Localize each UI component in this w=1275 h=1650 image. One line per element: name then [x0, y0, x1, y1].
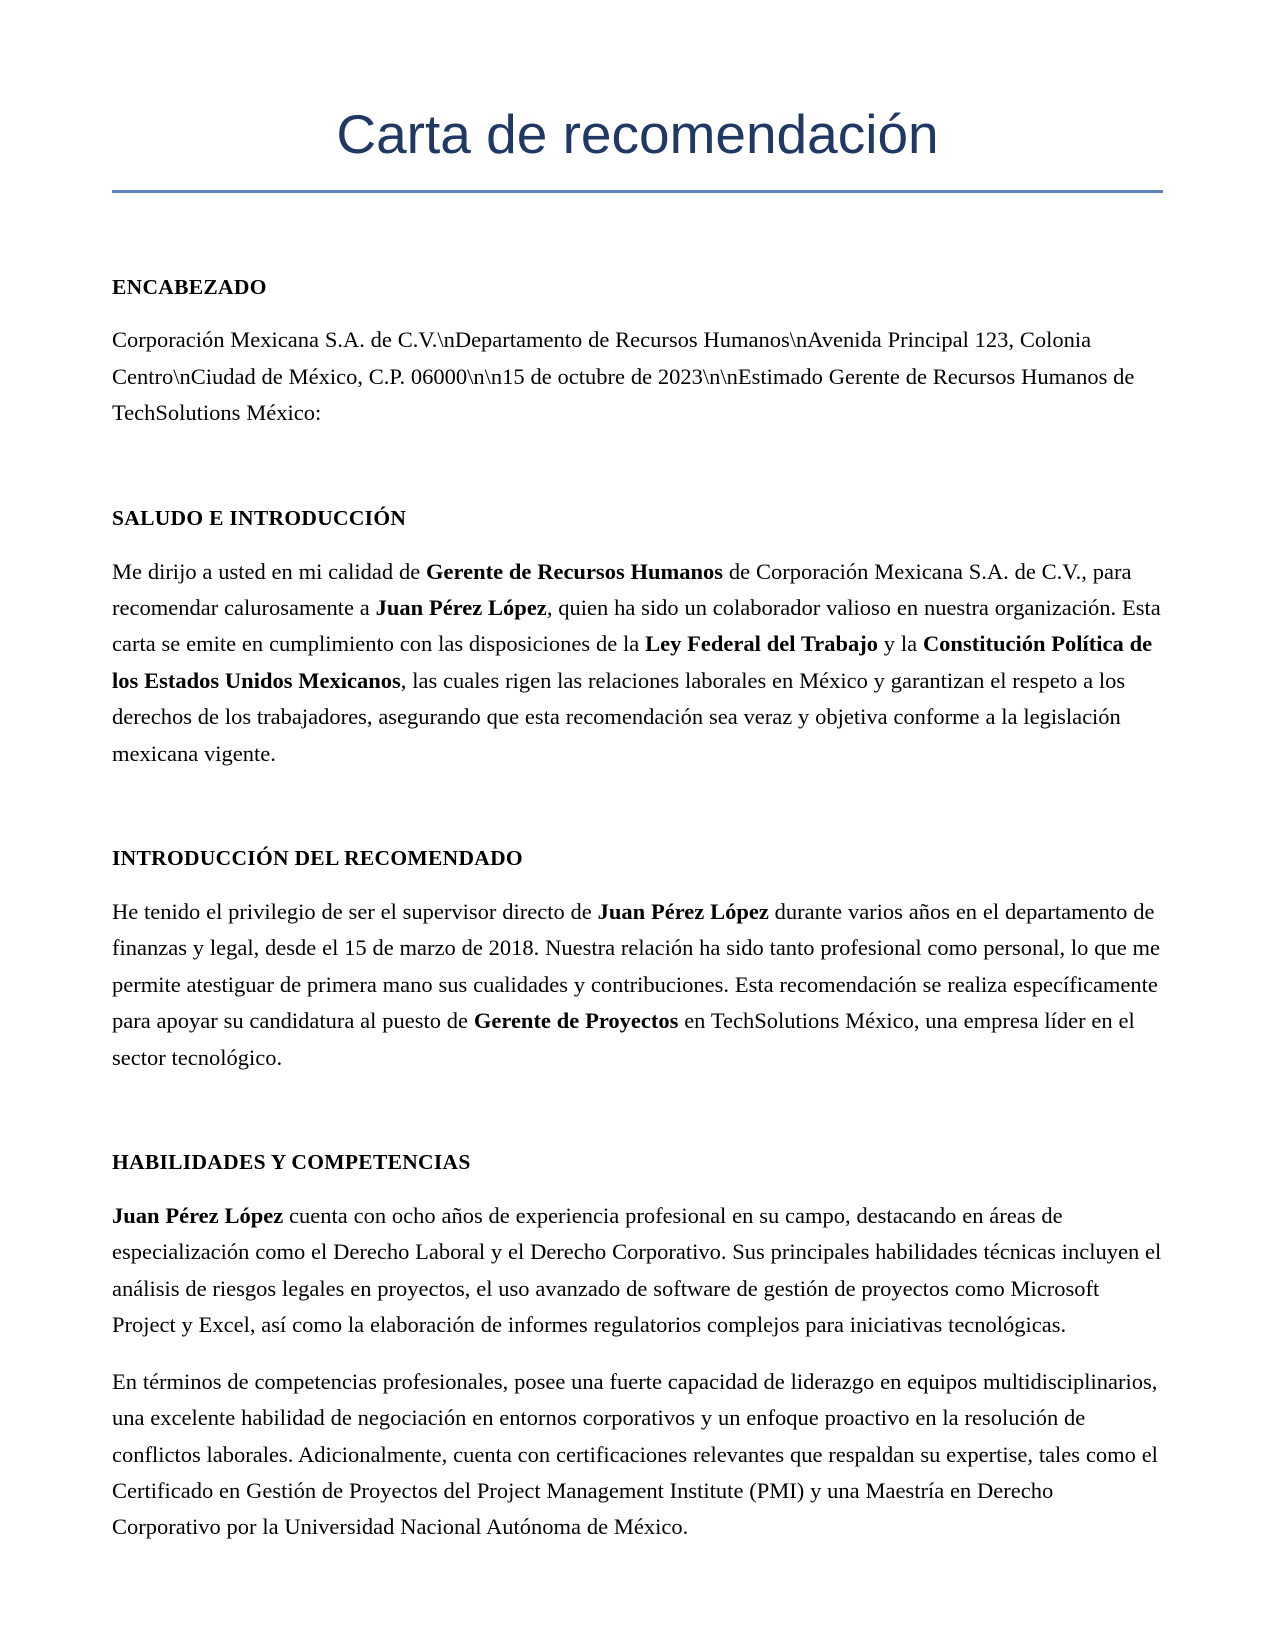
- document-body: [112, 275, 1163, 1546]
- section-saludo-e-introduccion: [112, 506, 1163, 772]
- section-encabezado: [112, 275, 1163, 432]
- section-heading-encabezado: ENCABEZADO: [112, 274, 267, 299]
- text-run: de Corporación Mexicana S.A. de C.V., para recomendar calurosamente a: [112, 558, 1132, 620]
- text-run-bold: Ley Federal del Trabajo: [645, 631, 878, 657]
- text-run-bold: Gerente de Proyectos: [473, 1008, 679, 1034]
- section-heading-saludo-e-introduccion: SALUDO E INTRODUCCIÓN: [112, 505, 407, 530]
- text-run: Corporación Mexicana S.A. de C.V.\nDepartamento de Recursos Humanos\nAvenida Principal 123, Colonia Centro\nCiudad de México, C.P. 06000\n\n15 de octubre de 2023\n\nEstimado Gerente de Recursos Humanos de TechSolutions México:: [112, 327, 1135, 426]
- text-run-bold: Juan Pérez López: [597, 898, 769, 924]
- paragraph: [112, 322, 1163, 431]
- text-run-bold: Constitución Política de los Estados Unidos Mexicanos: [112, 631, 1153, 693]
- section-heading-introduccion-del-recomendado: INTRODUCCIÓN DEL RECOMENDADO: [112, 846, 523, 871]
- text-run-bold: Juan Pérez López: [112, 1202, 284, 1228]
- title-divider: [112, 190, 1163, 193]
- page-title: Carta de recomendación: [336, 103, 939, 165]
- text-run: , las cuales rigen las relaciones laborales en México y garantizan el respeto a los derechos de los trabajadores, asegurando que esta recomendación sea veraz y objetiva conforme a la legislación mexicana vigente.: [112, 667, 1126, 766]
- text-run: En términos de competencias profesionales, posee una fuerte capacidad de liderazgo en equipos multidisciplinarios, una excelente habilidad de negociación en entornos corporativos y un enfoque proactivo en la resolución de conflictos laborales. Adicionalmente, cuenta con certificaciones relevantes que respaldan su expertise, tales como el Certificado en Gestión de Proyectos del Project Management Institute (PMI) y una Maestría en Derecho Corporativo por la Universidad Nacional Autónoma de México.: [112, 1368, 1158, 1540]
- section-habilidades-y-competencias: [112, 1150, 1163, 1546]
- text-run: , quien ha sido un colaborador valioso en nuestra organización. Esta carta se emite en cumplimiento con las disposiciones de la: [112, 594, 1161, 657]
- paragraph: [112, 894, 1163, 1076]
- text-run: He tenido el privilegio de ser el supervisor directo de: [112, 898, 598, 924]
- text-run: en TechSolutions México, una empresa líder en el sector tecnológico.: [112, 1008, 1135, 1070]
- section-heading-habilidades-y-competencias: HABILIDADES Y COMPETENCIAS: [112, 1150, 471, 1175]
- text-run: durante varios años en el departamento de finanzas y legal, desde el 15 de marzo de 2018. Nuestra relación ha sido tanto profesional como personal, lo que me permite atestiguar de primera mano sus cualidades y contribuciones. Esta recomendación se realiza específicamente para apoyar su candidatura al puesto de: [112, 898, 1161, 1034]
- section-introduccion-del-recomendado: [112, 846, 1163, 1076]
- paragraph: [112, 1364, 1163, 1546]
- text-run: y la: [877, 631, 923, 657]
- text-run-bold: Gerente de Recursos Humanos: [426, 558, 724, 584]
- paragraph: [112, 554, 1163, 773]
- paragraph: [112, 1198, 1163, 1344]
- text-run-bold: Juan Pérez López: [375, 594, 547, 620]
- text-run: cuenta con ocho años de experiencia profesional en su campo, destacando en áreas de especialización como el Derecho Laboral y el Derecho Corporativo. Sus principales habilidades técnicas incluyen el análisis de riesgos legales en proyectos, el uso avanzado de software de gestión de proyectos como Microsoft Project y Excel, así como la elaboración de informes regulatorios complejos para iniciativas tecnológicas.: [112, 1202, 1162, 1338]
- text-run: Me dirijo a usted en mi calidad de: [112, 558, 427, 584]
